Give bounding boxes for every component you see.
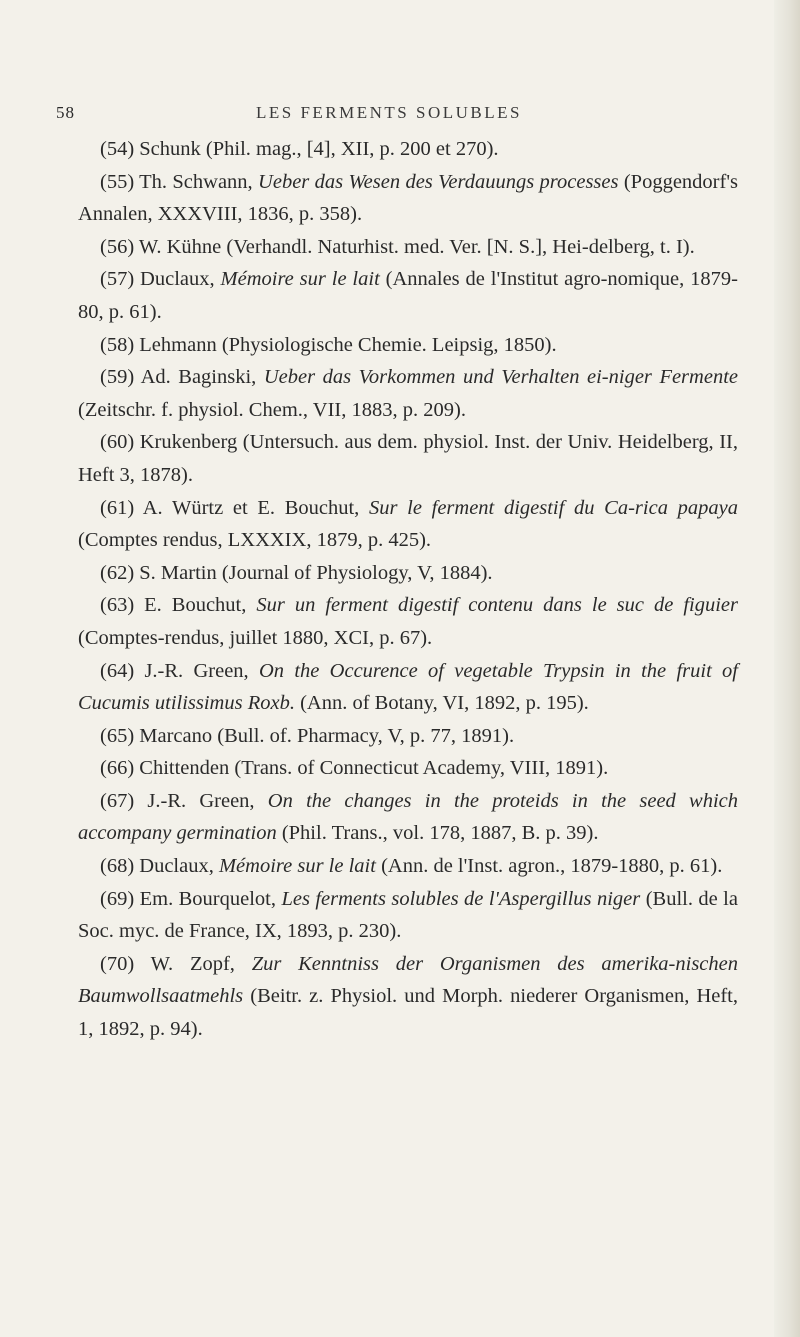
- reference-text: Duclaux,: [134, 268, 221, 291]
- reference-text: (Comptes-rendus, juillet 1880, XCI, p. 67).: [78, 626, 433, 649]
- reference-number: (69): [100, 887, 135, 910]
- reference-text: Lehmann (Physiologische Chemie. Leipsig, 1850).: [134, 333, 557, 356]
- reference-text: Em. Bourquelot,: [134, 887, 282, 910]
- reference-text: (Beitr. z. Physiol. und Morph. niederer Organismen, Heft, 1, 1892, p. 94).: [78, 985, 738, 1041]
- reference-number: (68): [100, 855, 135, 878]
- reference-text: (Poggendorf's Annalen, XXXVIII, 1836, p. 358).: [78, 170, 738, 226]
- reference-text: Krukenberg (Untersuch. aus dem. physiol. Inst. der Univ. Heidelberg, II, Heft 3, 1878).: [78, 431, 738, 486]
- reference-text: Schunk (Phil. mag., [4], XII, p. 200 et 270).: [134, 138, 499, 160]
- reference-title: Sur le ferment digestif du Ca-rica papaya: [368, 496, 738, 519]
- reference-number: (55): [100, 170, 135, 193]
- reference-number: (70): [100, 952, 135, 975]
- reference-entry: [78, 426, 738, 491]
- reference-text: (Ann. of Botany, VI, 1892, p. 195).: [294, 692, 589, 715]
- running-title: LES FERMENTS SOLUBLES: [256, 103, 522, 122]
- reference-text: J.-R. Green,: [134, 789, 268, 812]
- reference-text: (Ann. de l'Inst. agron., 1879-1880, p. 61).: [375, 855, 723, 878]
- reference-text: (Comptes rendus, LXXXIX, 1879, p. 425).: [78, 529, 432, 552]
- reference-entry: [78, 785, 738, 850]
- reference-text: (Bull. de la Soc. myc. de France, IX, 1893, p. 230).: [78, 887, 738, 943]
- reference-entry: [78, 589, 738, 654]
- reference-number: (65): [100, 724, 135, 747]
- reference-entry: [78, 557, 738, 590]
- reference-entry: [78, 883, 738, 948]
- reference-title: Mémoire sur le lait: [220, 268, 380, 291]
- page-number: 58: [56, 103, 75, 122]
- reference-title: Sur un ferment digestif contenu dans le suc de figuier: [256, 594, 738, 617]
- reference-title: Les ferments solubles de l'Aspergillus niger: [281, 887, 641, 910]
- reference-entry: [78, 166, 738, 231]
- reference-entry: [78, 948, 738, 1046]
- reference-text: W. Zopf,: [134, 952, 252, 975]
- reference-text: Duclaux,: [134, 855, 219, 878]
- reference-number: (60): [100, 431, 135, 454]
- reference-number: (66): [100, 757, 135, 780]
- reference-text: (Zeitschr. f. physiol. Chem., VII, 1883, p. 209).: [78, 398, 466, 421]
- reference-text: (Phil. Trans., vol. 178, 1887, B. p. 39).: [276, 822, 599, 845]
- reference-number: (59): [100, 366, 135, 389]
- reference-text: Marcano (Bull. of. Pharmacy, V, p. 77, 1891).: [134, 724, 515, 747]
- reference-number: (61): [100, 496, 135, 519]
- reference-text: J.-R. Green,: [134, 659, 259, 682]
- reference-title: Mémoire sur le lait: [218, 855, 376, 878]
- reference-entry: [78, 231, 738, 264]
- reference-entry: [78, 850, 738, 883]
- reference-entry: [78, 492, 738, 557]
- reference-text: Ad. Baginski,: [134, 366, 264, 389]
- reference-title: On the changes in the proteids in the seed which accompany germination: [78, 789, 738, 845]
- reference-text: A. Würtz et E. Bouchut,: [134, 496, 369, 519]
- reference-entry: [78, 720, 738, 753]
- reference-text: Chittenden (Trans. of Connecticut Academy, VIII, 1891).: [134, 757, 609, 780]
- reference-number: (56): [100, 235, 135, 258]
- reference-text: Th. Schwann,: [134, 170, 259, 193]
- reference-entry: [78, 133, 738, 166]
- reference-entry: [78, 361, 738, 426]
- reference-entry: [78, 655, 738, 720]
- reference-list: [78, 133, 738, 1046]
- reference-title: Ueber das Vorkommen und Verhalten ei-niger Fermente: [263, 366, 738, 389]
- reference-number: (63): [100, 594, 135, 617]
- reference-title: Ueber das Wesen des Verdauungs processes: [258, 170, 619, 193]
- reference-entry: [78, 752, 738, 785]
- reference-text: W. Kühne (Verhandl. Naturhist. med. Ver. [N. S.], Hei-delberg, t. I).: [134, 235, 695, 258]
- reference-entry: [78, 263, 738, 328]
- reference-number: (67): [100, 789, 135, 812]
- reference-title: Zur Kenntniss der Organismen des amerika-nischen Baumwollsaatmehls: [78, 952, 738, 1008]
- reference-number: (64): [100, 659, 135, 682]
- reference-entry: [78, 329, 738, 362]
- reference-text: S. Martin (Journal of Physiology, V, 1884).: [134, 561, 493, 584]
- reference-number: (54): [100, 138, 135, 160]
- running-head: [56, 103, 736, 127]
- reference-number: (57): [100, 268, 135, 291]
- page-edge-shadow: [774, 0, 800, 1337]
- reference-text: E. Bouchut,: [134, 594, 257, 617]
- reference-number: (62): [100, 561, 135, 584]
- reference-title: On the Occurence of vegetable Trypsin in the fruit of Cucumis utilissimus Roxb.: [78, 659, 738, 715]
- reference-text: (Annales de l'Institut agro-nomique, 1879-80, p. 61).: [78, 268, 738, 323]
- reference-number: (58): [100, 333, 135, 356]
